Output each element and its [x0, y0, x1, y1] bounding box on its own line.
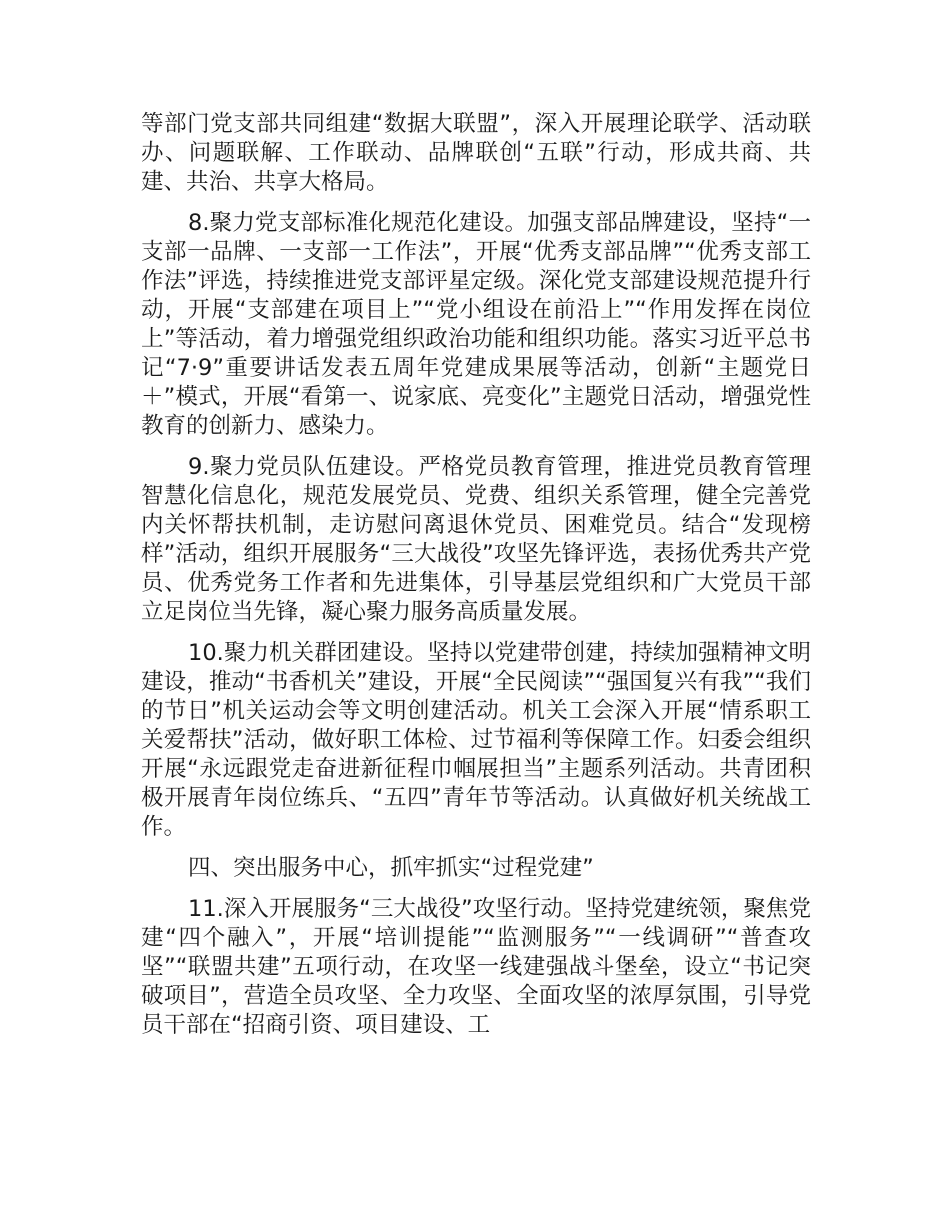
paragraph-item-8: 8.聚力党支部标准化规范化建设。加强支部品牌建设，坚持“一支部一品牌、一支部一工作法”，开展“优秀支部品牌”“优秀支部工作法”评选，持续推进党支部评星定级。深化党支部建设规范提升行动，开展“支部建在项目上”“党小组设在前沿上”“作用发挥在岗位上”等活动，着力增强党组织政治功能和组织功能。落实习近平总书记“7·9”重要讲话发表五周年党建成果展等活动，创新“主题党日＋”模式，开展“看第一、说家底、亮变化”主题党日活动，增强党性教育的创新力、感染力。	[141, 210, 811, 439]
paragraph-item-10: 10.聚力机关群团建设。坚持以党建带创建，持续加强精神文明建设，推动“书香机关”建设，开展“全民阅读”“强国复兴有我”“我们的节日”机关运动会等文明创建活动。机关工会深入开展“情系职工关爱帮扶”活动，做好职工体检、过节福利等保障工作。妇委会组织开展“永远跟党走奋进新征程巾帼展担当”主题系列活动。共青团积极开展青年岗位练兵、“五四”青年节等活动。认真做好机关统战工作。	[141, 640, 811, 840]
paragraph-continuation: 等部门党支部共同组建“数据大联盟”，深入开展理论联学、活动联办、问题联解、工作联动、品牌联创“五联”行动，形成共商、共建、共治、共享大格局。	[141, 111, 811, 195]
document-page	[141, 110, 811, 1052]
section-heading-4: 四、突出服务中心，抓牢抓实“过程党建”	[188, 855, 594, 881]
paragraph-item-11: 11.深入开展服务“三大战役”攻坚行动。坚持党建统领，聚焦党建“四个融入”，开展“培训提能”“监测服务”“一线调研”“普查攻坚”“联盟共建”五项行动，在攻坚一线建强战斗堡垒，设立“书记突破项目”，营造全员攻坚、全力攻坚、全面攻坚的浓厚氛围，引导党员干部在“招商引资、项目建设、工	[141, 896, 811, 1038]
paragraph-item-9: 9.聚力党员队伍建设。严格党员教育管理，推进党员教育管理智慧化信息化，规范发展党员、党费、组织关系管理，健全完善党内关怀帮扶机制，走访慰问离退休党员、困难党员。结合“发现榜样”活动，组织开展服务“三大战役”攻坚先锋评选，表扬优秀共产党员、优秀党务工作者和先进集体，引导基层党组织和广大党员干部立足岗位当先锋，凝心聚力服务高质量发展。	[141, 454, 811, 625]
